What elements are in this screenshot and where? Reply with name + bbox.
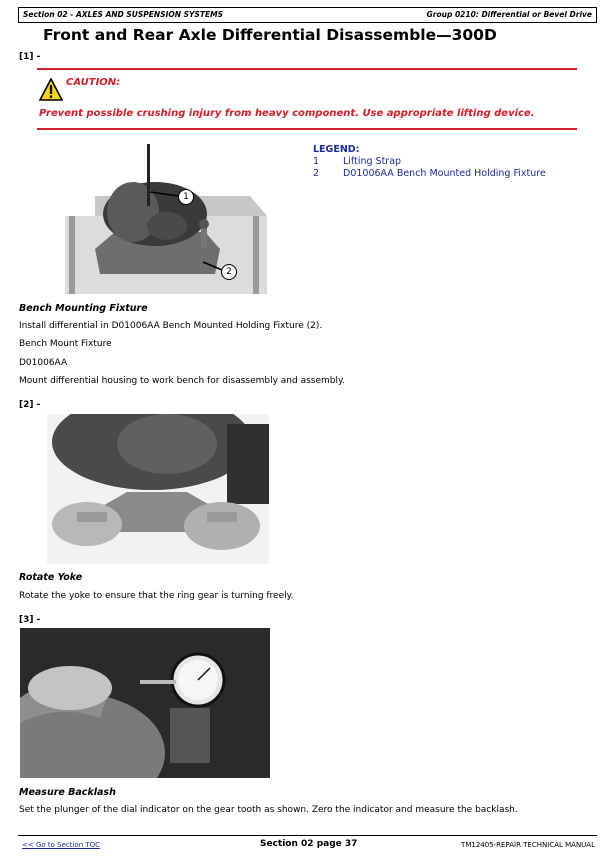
step-3-heading: Measure Backlash [19,787,116,798]
manual-title: TM12405-REPAIR TECHNICAL MANUAL [461,841,595,849]
legend-item-text: Lifting Strap [343,156,402,167]
bench-fixture-photo [55,144,267,294]
legend-item [313,168,546,179]
caution-top-rule [37,68,577,70]
section-toc-link[interactable]: << Go to Section TOC [22,841,101,849]
step-1-paragraph: Bench Mount Fixture [19,339,112,349]
legend-item [313,156,546,167]
step-3-label: [3] - [19,615,41,625]
caution-label: CAUTION: [66,77,121,88]
caution-bottom-rule [37,128,577,130]
step-2-label: [2] - [19,400,41,410]
step-3-paragraph: Set the plunger of the dial indicator on the gear tooth as shown. Zero the indicator and measure the backlash. [19,805,518,815]
callout-1: 1 [178,189,194,205]
legend [313,144,546,179]
step-1-heading: Bench Mounting Fixture [19,303,148,314]
step-2-heading: Rotate Yoke [19,572,83,583]
step-1-label: [1] - [19,52,41,62]
measure-backlash-photo [20,628,270,778]
rotate-yoke-photo [47,414,269,564]
warning-triangle-icon [39,78,63,102]
footer-rule [18,835,597,836]
legend-item-number: 1 [313,156,320,167]
header-group: Group 0210: Differential or Bevel Drive [426,10,592,19]
header-section: Section 02 - AXLES AND SUSPENSION SYSTEMS [23,10,223,19]
step-1-paragraph: Mount differential housing to work bench for disassembly and assembly. [19,376,345,386]
legend-item-number: 2 [313,168,320,179]
step-1-paragraph: D01006AA [19,358,68,368]
step-1-paragraph: Install differential in D01006AA Bench Mounted Holding Fixture (2). [19,321,323,331]
step-2-paragraph: Rotate the yoke to ensure that the ring gear is turning freely. [19,591,294,601]
page-header [18,7,597,23]
legend-item-text: D01006AA Bench Mounted Holding Fixture [343,168,546,179]
callout-2: 2 [221,264,237,280]
page-title: Front and Rear Axle Differential Disassemble—300D [43,26,497,44]
caution-text: Prevent possible crushing injury from heavy component. Use appropriate lifting device. [39,108,535,119]
page-number: Section 02 page 37 [260,839,358,849]
legend-title: LEGEND: [313,144,360,155]
